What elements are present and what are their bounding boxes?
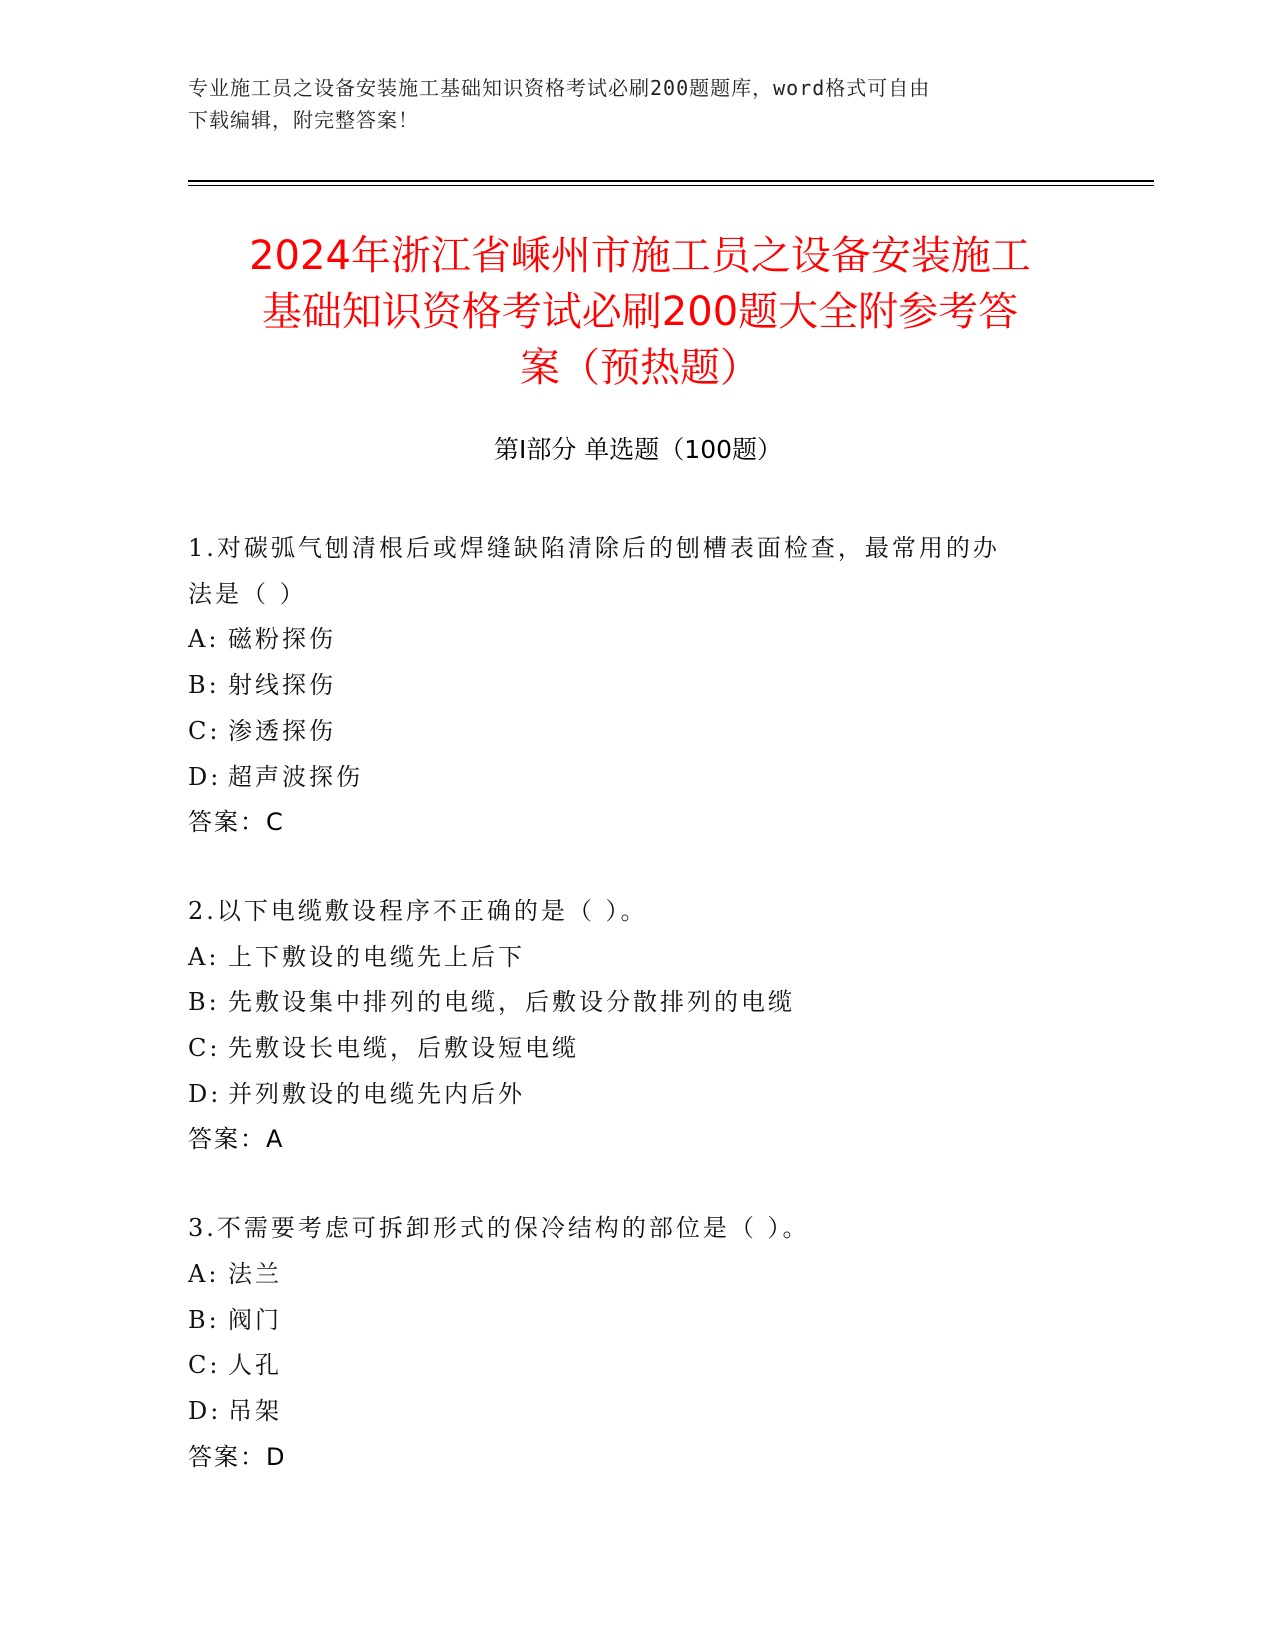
- option-b: [188, 980, 1088, 1026]
- document-header-note: [188, 72, 1088, 136]
- answer-line: 答案：C: [188, 808, 285, 837]
- option-letter: C:: [188, 716, 221, 745]
- question-2: [188, 889, 1088, 1163]
- option-c: [188, 1343, 1088, 1389]
- option-letter: D:: [188, 1396, 222, 1425]
- question-list: [188, 526, 1088, 1523]
- option-letter: B:: [188, 988, 220, 1017]
- option-letter: D:: [188, 1079, 222, 1108]
- option-d: [188, 755, 1088, 801]
- option-letter: A:: [188, 942, 220, 971]
- question-stem: 2.以下电缆敷设程序不正确的是（ ）。: [188, 896, 648, 925]
- option-text: 射线探伤: [228, 671, 336, 700]
- option-letter: D:: [188, 762, 222, 791]
- question-stem: 3.不需要考虑可拆卸形式的保冷结构的部位是（ ）。: [188, 1214, 810, 1243]
- question-3: [188, 1206, 1088, 1480]
- option-a: [188, 935, 1088, 981]
- question-stem-continued: 法是（ ）: [188, 579, 307, 608]
- option-text: 上下敷设的电缆先上后下: [228, 942, 525, 971]
- option-letter: B:: [188, 671, 220, 700]
- option-text: 先敷设集中排列的电缆，后敷设分散排列的电缆: [228, 988, 795, 1017]
- question-1: [188, 526, 1088, 846]
- header-note-line-2: 下载编辑，附完整答案！: [188, 108, 419, 132]
- option-a: [188, 1252, 1088, 1298]
- option-c: [188, 1026, 1088, 1072]
- document-title-line-3: 案（预热题）: [520, 345, 760, 391]
- option-letter: B:: [188, 1305, 220, 1334]
- section-title: 第Ⅰ部分 单选题（100题）: [493, 435, 783, 464]
- option-text: 并列敷设的电缆先内后外: [228, 1079, 525, 1108]
- option-letter: A:: [188, 1259, 220, 1288]
- option-b: [188, 1298, 1088, 1344]
- question-stem: 1.对碳弧气刨清根后或焊缝缺陷清除后的刨槽表面检查，最常用的办: [188, 534, 1000, 562]
- document-title-line-2: 基础知识资格考试必刷200题大全附参考答: [261, 289, 1019, 335]
- option-text: 先敷设长电缆，后敷设短电缆: [228, 1034, 579, 1063]
- option-text: 法兰: [228, 1259, 282, 1288]
- option-text: 阀门: [228, 1305, 282, 1334]
- option-d: [188, 1389, 1088, 1435]
- document-title: [160, 228, 1120, 396]
- option-b: [188, 663, 1088, 709]
- option-c: [188, 709, 1088, 755]
- header-divider-thin: [188, 185, 1154, 186]
- header-divider-thick: [188, 180, 1154, 182]
- option-letter: C:: [188, 1034, 221, 1063]
- option-d: [188, 1072, 1088, 1118]
- document-title-line-1: 2024年浙江省嵊州市施工员之设备安装施工: [249, 233, 1031, 279]
- option-letter: C:: [188, 1351, 221, 1380]
- option-text: 超声波探伤: [228, 762, 363, 791]
- answer-line: 答案：D: [188, 1442, 287, 1471]
- option-text: 渗透探伤: [228, 716, 336, 745]
- option-a: [188, 617, 1088, 663]
- option-text: 人孔: [228, 1351, 282, 1380]
- option-text: 磁粉探伤: [228, 625, 336, 654]
- option-letter: A:: [188, 625, 220, 654]
- option-text: 吊架: [228, 1396, 282, 1425]
- header-note-line-1: 专业施工员之设备安装施工基础知识资格考试必刷200题题库，word格式可自由: [188, 76, 931, 100]
- answer-line: 答案：A: [188, 1125, 285, 1154]
